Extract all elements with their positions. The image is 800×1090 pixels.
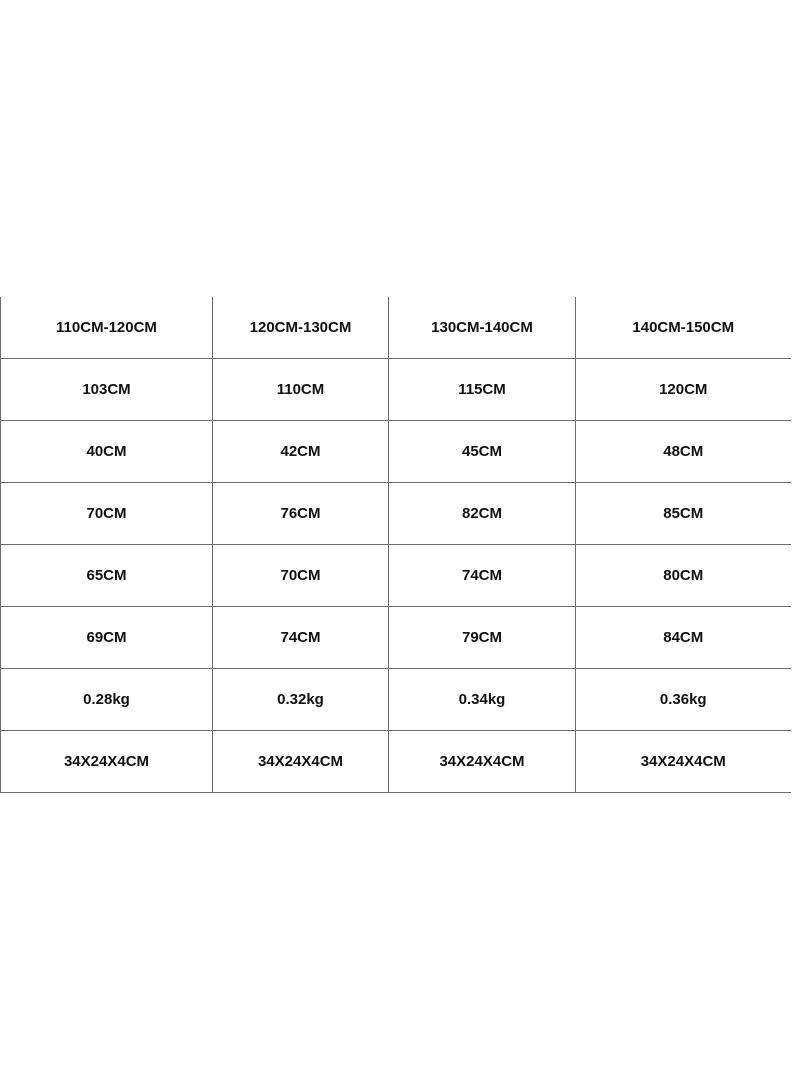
table-cell: 85CM (576, 483, 791, 545)
table-cell: 0.28kg (1, 669, 213, 731)
table-cell: 40CM (1, 421, 213, 483)
table-cell: 79CM (389, 607, 576, 669)
table-cell: 69CM (1, 607, 213, 669)
table-cell: 48CM (576, 421, 791, 483)
table-cell: 0.36kg (576, 669, 791, 731)
table-cell: 130CM-140CM (389, 297, 576, 359)
table-cell: 34X24X4CM (1, 731, 213, 793)
table-row (1, 607, 791, 669)
table-cell: 42CM (213, 421, 389, 483)
table-cell: 84CM (576, 607, 791, 669)
table-cell: 140CM-150CM (576, 297, 791, 359)
table-cell: 34X24X4CM (389, 731, 576, 793)
table-cell: 80CM (576, 545, 791, 607)
table-row (1, 669, 791, 731)
table-cell: 76CM (213, 483, 389, 545)
table-row (1, 421, 791, 483)
table-row (1, 359, 791, 421)
table-row (1, 545, 791, 607)
table-cell: 45CM (389, 421, 576, 483)
table-cell: 110CM-120CM (1, 297, 213, 359)
table-cell: 34X24X4CM (576, 731, 791, 793)
table-row (1, 483, 791, 545)
size-chart-table (0, 297, 791, 793)
table-cell: 34X24X4CM (213, 731, 389, 793)
table-cell: 70CM (1, 483, 213, 545)
table-cell: 120CM (576, 359, 791, 421)
table-row (1, 297, 791, 359)
table-cell: 65CM (1, 545, 213, 607)
table-cell: 74CM (213, 607, 389, 669)
table-cell: 0.34kg (389, 669, 576, 731)
table-cell: 82CM (389, 483, 576, 545)
table-cell: 0.32kg (213, 669, 389, 731)
table-cell: 110CM (213, 359, 389, 421)
table-row (1, 731, 791, 793)
table-cell: 70CM (213, 545, 389, 607)
table-cell: 74CM (389, 545, 576, 607)
table-cell: 115CM (389, 359, 576, 421)
table-cell: 103CM (1, 359, 213, 421)
table-cell: 120CM-130CM (213, 297, 389, 359)
